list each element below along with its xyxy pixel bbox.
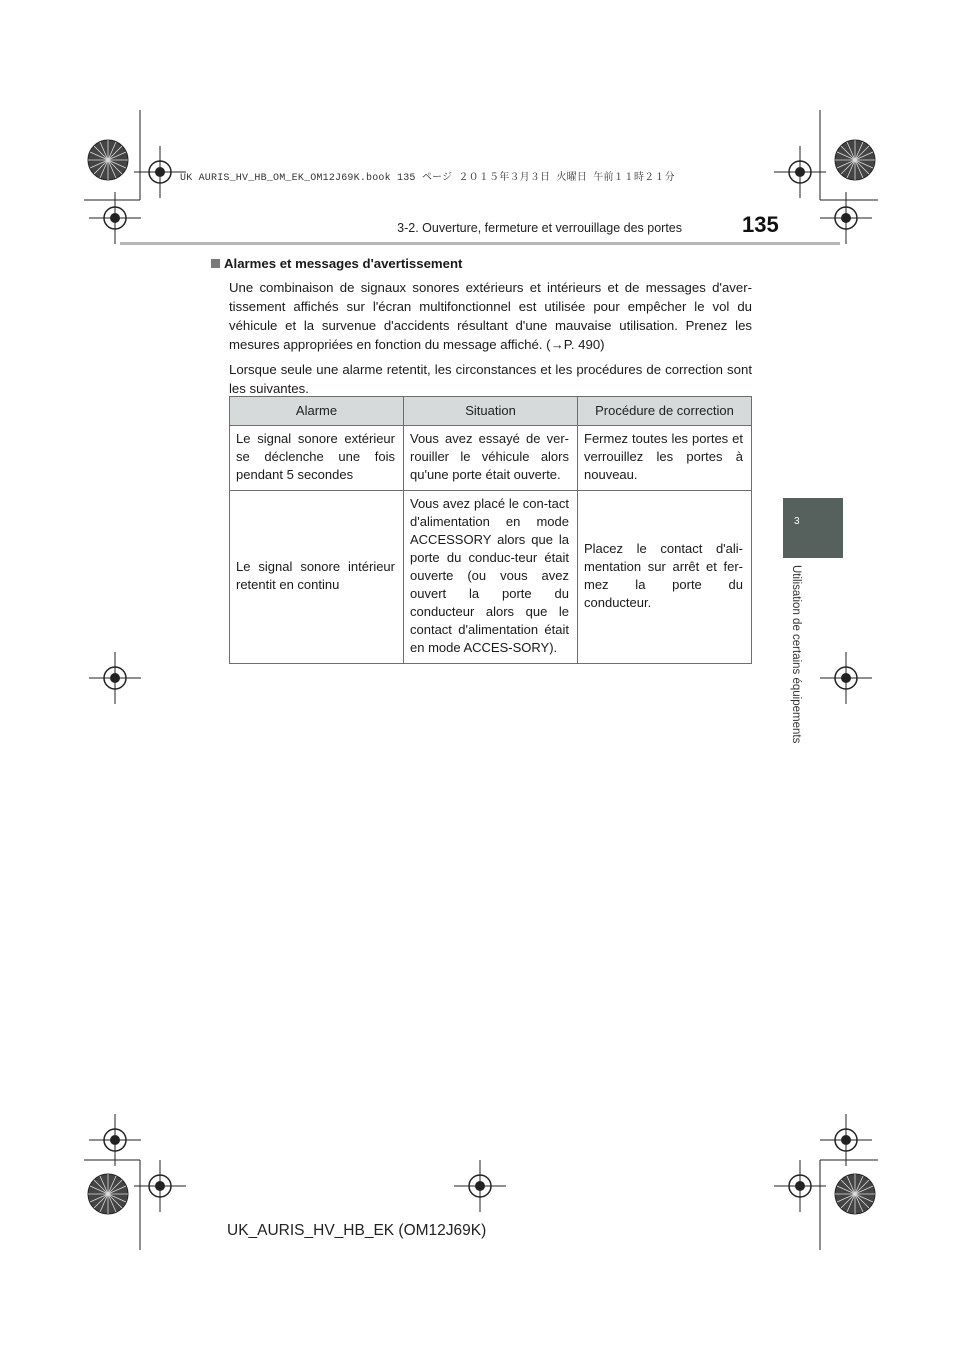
content-body (211, 254, 752, 404)
cell-situation: Vous avez essayé de ver-rouiller le véhicule alors qu'une porte était ouverte. (404, 426, 578, 491)
square-bullet-icon (211, 259, 220, 268)
cell-situation: Vous avez placé le con-tact d'alimentation en mode ACCESSORY alors que la porte du conduc-teur était ouverte (ou vous avez ouvert la porte du conducteur alors que le contact d'alimentation était en mode ACCES-SORY). (404, 491, 578, 664)
cell-procedure: Fermez toutes les portes et verrouillez les portes à nouveau. (578, 426, 752, 491)
chapter-tab (783, 498, 843, 558)
column-header-procedure: Procédure de correction (578, 397, 752, 426)
section-heading: Alarmes et messages d'avertissement (211, 254, 752, 273)
cell-alarm: Le signal sonore extérieur se déclenche une fois pendant 5 secondes (230, 426, 404, 491)
paragraph-intro: Une combinaison de signaux sonores extérieurs et intérieurs et de messages d'aver-tissement affichés sur l'écran multifonctionnel est utilisée pour empêcher le vol du véhicule et la survenue d'accidents résultant d'une mauvaise utilisation. Prenez les mesures appropriées en fonction du message affiché. (→P. 490) (229, 280, 752, 352)
column-header-alarm: Alarme (230, 397, 404, 426)
chapter-number: 3 (794, 516, 800, 527)
table-row (230, 491, 752, 664)
print-info: UK AURIS_HV_HB_OM_EK_OM12J69K.book 135 ページ ２０１５年３月３日 火曜日 午前１１時２１分 (180, 173, 675, 184)
page-number: 135 (742, 212, 779, 237)
paragraph-alarm-only: Lorsque seule une alarme retentit, les circonstances et les procédures de correction sont les suivantes. (229, 362, 752, 396)
table-row (230, 426, 752, 491)
header-rule (120, 242, 840, 245)
section-title: 3-2. Ouverture, fermeture et verrouillage des portes (397, 221, 682, 235)
column-header-situation: Situation (404, 397, 578, 426)
cell-procedure: Placez le contact d'ali-mentation sur arrêt et fer-mez la porte du conducteur. (578, 491, 752, 664)
table-header-row (230, 397, 752, 426)
chapter-title: Utilisation de certains équipements (790, 565, 802, 744)
alarm-table (229, 396, 752, 664)
document-code: UK_AURIS_HV_HB_EK (OM12J69K) (227, 1222, 487, 1239)
cell-alarm: Le signal sonore intérieur retentit en continu (230, 491, 404, 664)
